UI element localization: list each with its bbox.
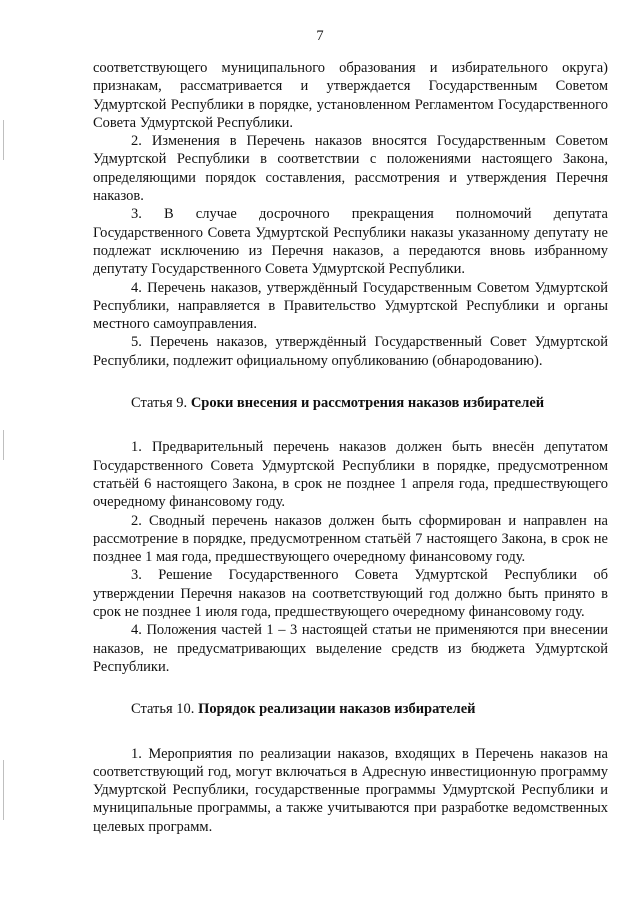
article-10-title: Порядок реализации наказов избирателей <box>198 701 476 718</box>
article-10-prefix: Статья 10. <box>131 701 199 718</box>
paragraph-continuation: соответствующего муниципального образования и избирательного округа) признакам, рассматривается и утверждается Государственным Советом Удмуртской Республики в порядке, установленном Регламентом Государственного Совета Удмуртской Республики. <box>93 60 608 131</box>
document-body <box>93 59 608 836</box>
paragraph-item-5: 5. Перечень наказов, утверждённый Государственный Совет Удмуртской Республики, подлежит официальному опубликованию (обнародованию). <box>93 334 608 369</box>
article-9-paragraph-2: 2. Сводный перечень наказов должен быть сформирован и направлен на рассмотрение в порядке, предусмотренном статьёй 7 настоящего Закона, в срок не позднее 1 мая года, предшествующего очередному финансовому году. <box>93 512 608 566</box>
article-9-heading <box>93 394 608 412</box>
article-9-title: Сроки внесения и рассмотрения наказов избирателей <box>190 395 545 412</box>
scan-edge-mark <box>3 760 4 820</box>
article-10-heading <box>93 700 608 718</box>
article-9-paragraph-1: 1. Предварительный перечень наказов должен быть внесён депутатом Государственного Совета Удмуртской Республики в порядке, предусмотренном статьёй 6 настоящего Закона, в срок не позднее 1 апреля года, предшествующего очередному финансовому году. <box>93 439 608 511</box>
article-9-prefix: Статья 9. <box>131 395 191 412</box>
paragraph-item-4: 4. Перечень наказов, утверждённый Государственным Советом Удмуртской Республики, направляется в Правительство Удмуртской Республики и органы местного самоуправления. <box>93 279 608 333</box>
paragraph-item-3: 3. В случае досрочного прекращения полномочий депутата Государственного Совета Удмуртской Республики наказы указанному депутату не подлежат исключению из Перечня наказов, а передаются вновь избранному депутату Государственного Совета Удмуртской Республики. <box>93 206 608 278</box>
page-number: 7 <box>316 28 324 44</box>
paragraph-item-2: 2. Изменения в Перечень наказов вносятся Государственным Советом Удмуртской Республики в соответствии с положениями настоящего Закона, определяющими порядок составления, рассмотрения и утверждения Перечня наказов. <box>93 133 608 205</box>
scan-edge-mark <box>3 120 4 160</box>
scan-edge-mark <box>3 430 4 460</box>
article-9-paragraph-3: 3. Решение Государственного Совета Удмуртской Республики об утверждении Перечня наказов на соответствующий год должно быть принято в срок не позднее 1 июля года, предшествующего очередному финансовому году. <box>93 567 608 621</box>
article-9-paragraph-4: 4. Положения частей 1 – 3 настоящей статьи не применяются при внесении наказов, не предусматривающих выделение средств из бюджета Удмуртской Республики. <box>93 622 608 675</box>
article-10-paragraph-1: 1. Мероприятия по реализации наказов, входящих в Перечень наказов на соответствующий год, могут включаться в Адресную инвестиционную программу Удмуртской Республики, государственные программы Удмуртской Республики и муниципальные программы, а также учитываются при разработке ведомственных целевых программ. <box>93 745 608 835</box>
